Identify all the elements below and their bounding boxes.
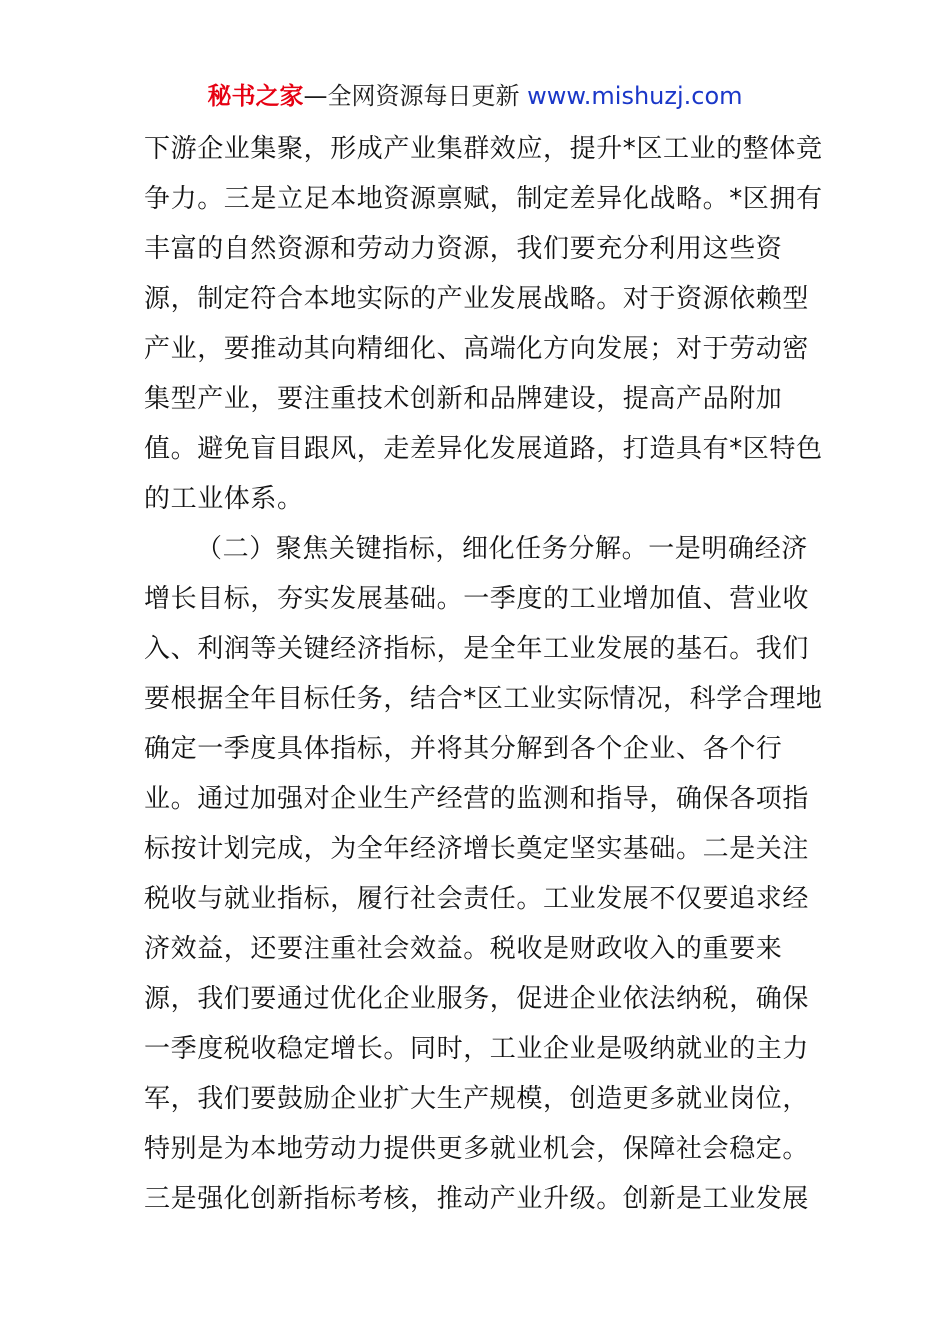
text-line: 下游企业集聚，形成产业集群效应，提升*区工业的整体竞	[144, 134, 823, 164]
paragraph-start-line: （二）聚焦关键指标，细化任务分解。一是明确经济	[196, 534, 808, 564]
text-line: 源，制定符合本地实际的产业发展战略。对于资源依赖型	[144, 284, 810, 314]
text-line: 军，我们要鼓励企业扩大生产规模，创造更多就业岗位，	[144, 1084, 810, 1114]
text-line: 业。通过加强对企业生产经营的监测和指导，确保各项指	[144, 784, 810, 814]
text-line: 税收与就业指标，履行社会责任。工业发展不仅要追求经	[144, 884, 810, 914]
text-line: 源，我们要通过优化企业服务，促进企业依法纳税，确保	[144, 984, 810, 1014]
text-line: 的工业体系。	[144, 484, 304, 514]
text-line: 济效益，还要注重社会效益。税收是财政收入的重要来	[144, 934, 783, 964]
text-line: 三是强化创新指标考核，推动产业升级。创新是工业发展	[144, 1184, 810, 1214]
text-line: 一季度税收稳定增长。同时，工业企业是吸纳就业的主力	[144, 1034, 810, 1064]
text-line: 特别是为本地劳动力提供更多就业机会，保障社会稳定。	[144, 1134, 810, 1164]
site-header	[0, 80, 950, 112]
header-tagline: —全网资源每日更新	[303, 82, 520, 110]
text-line: 值。避免盲目跟风，走差异化发展道路，打造具有*区特色	[144, 434, 823, 464]
text-line: 产业，要推动其向精细化、高端化方向发展；对于劳动密	[144, 334, 810, 364]
brand-name: 秘书之家	[207, 82, 304, 110]
text-line: 丰富的自然资源和劳动力资源，我们要充分利用这些资	[144, 234, 783, 264]
document-body	[144, 124, 824, 1224]
text-line: 争力。三是立足本地资源禀赋，制定差异化战略。*区拥有	[144, 184, 823, 214]
site-url-link[interactable]: www.mishuzj.com	[527, 82, 743, 110]
text-line: 要根据全年目标任务，结合*区工业实际情况，科学合理地	[144, 684, 823, 714]
text-line: 入、利润等关键经济指标，是全年工业发展的基石。我们	[144, 634, 810, 664]
text-line: 确定一季度具体指标，并将其分解到各个企业、各个行	[144, 734, 783, 764]
text-line: 增长目标，夯实发展基础。一季度的工业增加值、营业收	[144, 584, 810, 614]
text-line: 标按计划完成，为全年经济增长奠定坚实基础。二是关注	[144, 834, 810, 864]
text-line: 集型产业，要注重技术创新和品牌建设，提高产品附加	[144, 384, 783, 414]
